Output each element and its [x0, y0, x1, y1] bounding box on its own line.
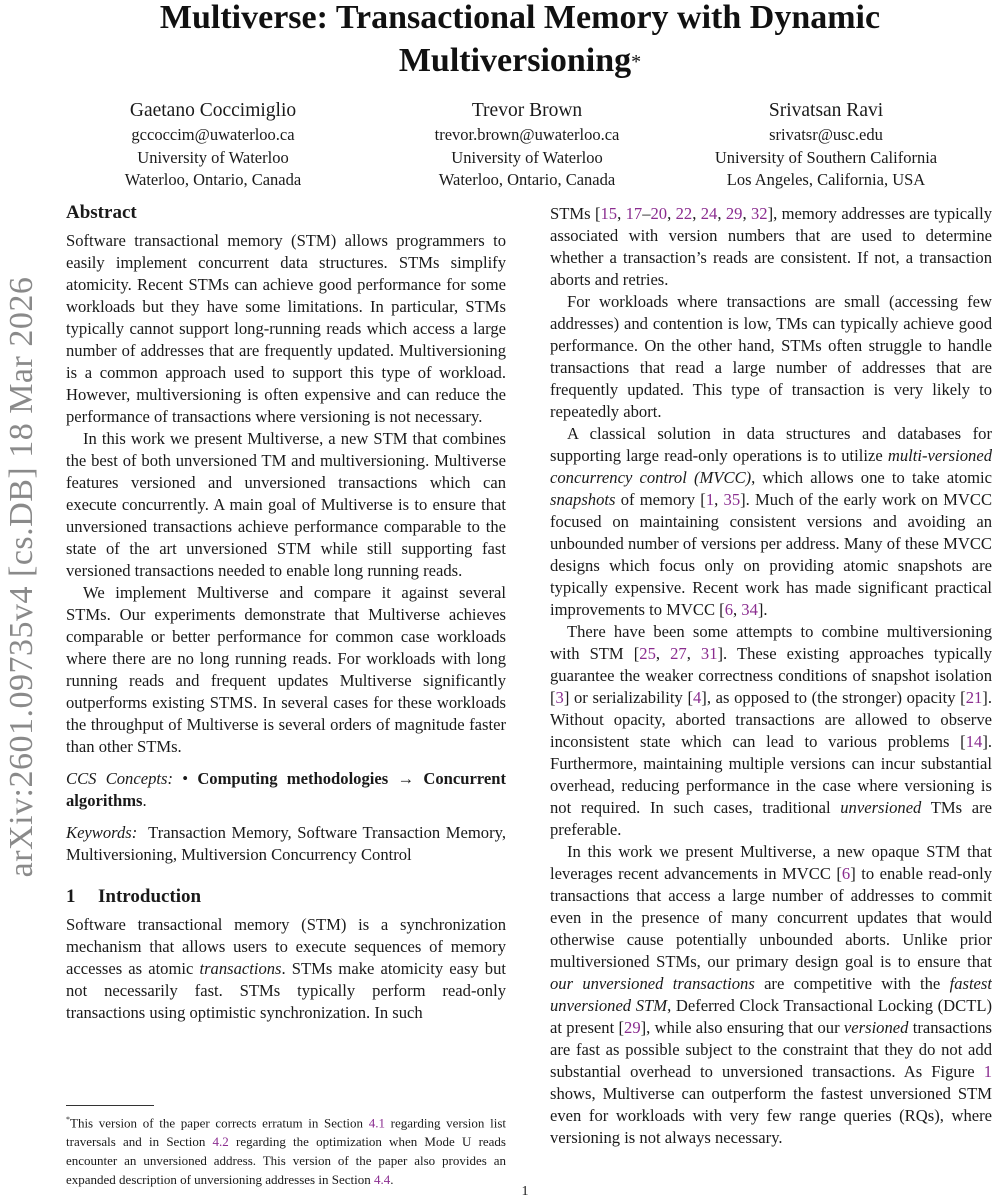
author-location: Waterloo, Ontario, Canada [438, 170, 616, 189]
author-location: Los Angeles, California, USA [726, 170, 926, 189]
intro-paragraph-3: A classical solution in data structures and databases for supporting large read-only operations is to utilize multi-versioned concurrency control (MVCC), which allows one to take atomic snapshots of memory [1, 35]. Much of the early work on MVCC focused on maintaining consistent versions and avoiding an unbounded number of versions per address. Many of these MVCC designs which focus only on providing atomic snapshots are typically expensive. Recent work has made significant practical improvements to MVCC [6, 34]. [550, 424, 992, 619]
citation-link[interactable]: 20 [650, 204, 668, 223]
citation-link[interactable]: 29 [725, 204, 743, 223]
citation-link[interactable]: 34 [741, 600, 758, 619]
title-line-2: Multiversioning* [398, 42, 642, 79]
citation-link[interactable]: 32 [751, 204, 768, 223]
footnote-divider [66, 1105, 154, 1106]
citation-link[interactable]: 14 [965, 732, 983, 751]
citation-link[interactable]: 35 [723, 490, 741, 509]
footnote: *This version of the paper corrects erratum in Section 4.1 regarding version list traversals and in Section 4.2 regarding the optimization when Mode U reads encounter an unversioned address. This version of the paper also provides an expanded description of unversioning addresses in Section 4.4. [66, 1115, 506, 1188]
author-block-1 [63, 98, 363, 192]
author-location: Waterloo, Ontario, Canada [124, 170, 302, 189]
citation-link[interactable]: 22 [675, 204, 693, 223]
keywords: Keywords: Transaction Memory, Software Transaction Memory, Multiversioning, Multiversion Concurrency Control [66, 823, 506, 864]
citation-link[interactable]: 17 [625, 204, 643, 223]
intro-paragraph-continued: STMs [15, 17–20, 22, 24, 29, 32], memory addresses are typically associated with version numbers that are used to determine whether a transaction’s reads are consistent. If not, a transaction aborts and retries. [550, 204, 992, 289]
introduction-heading: 1 Introduction [66, 886, 202, 907]
author-email: trevor.brown@uwaterloo.ca [434, 125, 620, 144]
right-column [550, 203, 992, 1149]
author-affiliation: University of Waterloo [451, 147, 603, 167]
intro-paragraph-4: There have been some attempts to combine multiversioning with STM [25, 27, 31]. These existing approaches typically guarantee the weaker correctness conditions of snapshot isolation [3] or serializability [4], as opposed to (the stronger) opacity [21]. Without opacity, aborted transactions are allowed to observe inconsistent state which can lead to various problems [14]. Furthermore, maintaining multiple versions can incur substantial overhead, reducing performance in the case where versioning is not required. In such cases, traditional unversioned TMs are preferable. [550, 622, 992, 839]
intro-paragraph-5: In this work we present Multiverse, a new opaque STM that leverages recent advancements in MVCC [6] to enable read-only transactions that access a large number of addresses to commit even in the presence of many concurrent updates that would otherwise cause potentially unbounded aborts. Unlike prior multiversioned STMs, our primary design goal is to ensure that our unversioned transactions are competitive with the fastest unversioned STM, Deferred Clock Transactional Locking (DCTL) at present [29], while also ensuring that our versioned transactions are fast as possible subject to the constraint that they do not add substantial overhead to unversioned transactions. As Figure 1 shows, Multiverse can outperform the fastest unversioned STM even for workloads with very few range queries (RQs), where versioning is not always necessary. [550, 842, 992, 1147]
citation-link[interactable]: 15 [600, 204, 618, 223]
citation-link[interactable]: 3 [555, 688, 564, 707]
title-line-1: Multiverse: Transactional Memory with Dynamic [159, 0, 881, 36]
author-block-2 [377, 98, 677, 192]
abstract-heading: Abstract [66, 202, 137, 223]
section-link[interactable]: 4.4 [373, 1172, 391, 1188]
abstract-paragraph-1: Software transactional memory (STM) allows programmers to easily implement concurrent data structures. STMs simplify atomicity. Recent STMs can achieve good performance for some workloads but they have some limitations. In particular, STMs typically cannot support long-running reads which access a large number of addresses that are frequently updated. Multiversioning is a common approach used to support this type of workload. However, multiversioning is often expensive and can reduce the performance of transactions where versioning is not necessary. [66, 231, 506, 426]
figure-link[interactable]: 1 [983, 1062, 992, 1081]
abstract-paragraph-2: In this work we present Multiverse, a new STM that combines the best of both unversioned TM and multiversioning. Multiverse features versioned and unversioned transactions which can execute concurrently. A main goal of Multiverse is to ensure that unversioned transactions achieve performance comparable to the state of the art unversioned STM while still supporting fast versioned transactions needed to enable long running reads. [66, 429, 506, 580]
author-name: Srivatsan Ravi [768, 100, 884, 121]
section-link[interactable]: 4.1 [368, 1115, 385, 1131]
intro-paragraph-2: For workloads where transactions are small (accessing few addresses) and contention is low, TMs can typically achieve good performance. On the other hand, STMs often struggle to handle transactions that read a large number of addresses that are frequently updated. This type of transaction is very likely to repeatedly abort. [550, 292, 992, 421]
page-number: 1 [521, 1184, 529, 1199]
author-name: Gaetano Coccimiglio [129, 100, 297, 121]
introduction-paragraph-1: Software transactional memory (STM) is a synchronization mechanism that allows users to execute sequences of memory accesses as atomic transactions. STMs make atomicity easy but not necessarily fast. STMs typically perform read-only transactions using optimistic synchronization. In such [66, 915, 506, 1022]
section-link[interactable]: 4.2 [212, 1134, 229, 1150]
left-column [66, 200, 506, 1024]
author-email: srivatsr@usc.edu [769, 125, 883, 144]
citation-link[interactable]: 4 [693, 688, 702, 707]
citation-link[interactable]: 21 [965, 688, 983, 707]
author-block-3 [676, 98, 976, 192]
paper-title [80, 0, 960, 82]
author-name: Trevor Brown [471, 100, 583, 121]
citation-link[interactable]: 25 [639, 644, 656, 663]
citation-link[interactable]: 6 [724, 600, 733, 619]
citation-link[interactable]: 1 [705, 490, 715, 509]
ccs-concepts: CCS Concepts: • Computing methodologies → Concurrent algorithms. [66, 769, 506, 810]
citation-link[interactable]: 29 [624, 1018, 641, 1037]
citation-link[interactable]: 6 [841, 864, 851, 883]
author-affiliation: University of Waterloo [137, 147, 289, 167]
citation-link[interactable]: 27 [670, 644, 687, 663]
author-affiliation: University of Southern California [714, 147, 938, 167]
author-email: gccoccim@uwaterloo.ca [131, 125, 295, 144]
title-footnote-mark: * [631, 51, 642, 73]
abstract-paragraph-3: We implement Multiverse and compare it against several STMs. Our experiments demonstrate that Multiverse achieves comparable or better performance for common case workloads where there are no long running reads. For workloads with long running reads and frequent updates Multiverse significantly outperforms existing STMS. In several cases for these workloads the throughput of Multiverse is several orders of magnitude faster than other STMs. [66, 583, 506, 756]
citation-link[interactable]: 24 [700, 204, 718, 223]
arxiv-identifier-stamp: arXiv:2601.09735v4 [cs.DB] 18 Mar 2026 [3, 276, 40, 878]
citation-link[interactable]: 31 [700, 644, 718, 663]
